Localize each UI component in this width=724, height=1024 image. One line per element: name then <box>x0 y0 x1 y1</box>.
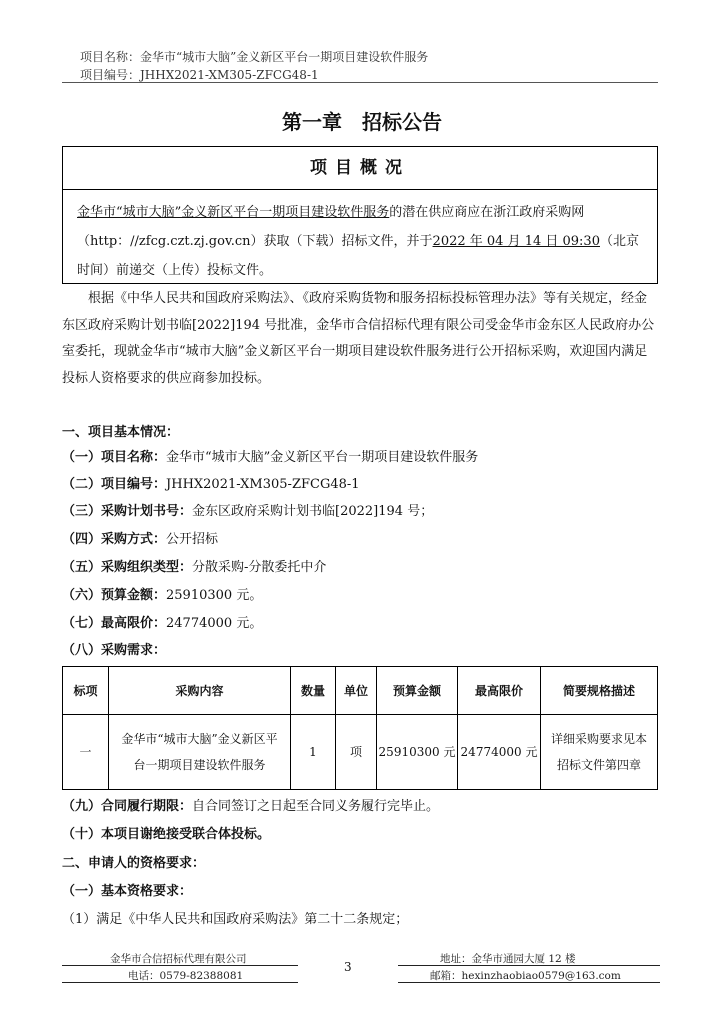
td-max-price: 24774000 元 <box>458 715 541 790</box>
overview-text-4: （北京时间）前递交（上传）投标文件。 <box>77 234 639 278</box>
footer-rule-left-2 <box>62 982 298 983</box>
item-project-name: （一）项目名称：金华市“城市大脑”金义新区平台一期项目建设软件服务 <box>62 450 479 465</box>
td-content: 金华市“城市大脑”金义新区平 台一期项目建设软件服务 <box>109 715 291 790</box>
item-requirements: （八）采购需求： <box>62 643 167 658</box>
th-lot: 标项 <box>63 667 109 715</box>
overview-text <box>63 190 657 285</box>
overview-title: 项目概况 <box>63 147 657 190</box>
overview-text-2: 的潜在供应商应在浙江政府采购网（http：//zfcg.czt.zj.gov.cn）获取（下载）招标文件，并于 <box>77 205 585 249</box>
footer-address: 地址：金华市通园大厦 12 楼 <box>440 953 576 965</box>
table-row <box>63 715 658 790</box>
item-contract-period: （九）合同履行期限：自合同签订之日起至合同义务履行完毕止。 <box>62 799 440 814</box>
chapter-title: 第一章 招标公告 <box>282 110 442 134</box>
item-method: （四）采购方式：公开招标 <box>62 532 219 547</box>
overview-box <box>62 146 658 284</box>
td-qty: 1 <box>291 715 336 790</box>
item-budget: （六）预算金额：25910300 元。 <box>62 588 263 603</box>
footer-rule-left <box>62 965 298 966</box>
th-content: 采购内容 <box>109 667 291 715</box>
th-desc: 简要规格描述 <box>541 667 658 715</box>
section2-title: 二、申请人的资格要求： <box>62 856 206 871</box>
header-rule <box>62 82 658 83</box>
item-no-consortium: （十）本项目谢绝接受联合体投标。 <box>62 827 271 842</box>
item-org-type: （五）采购组织类型：分散采购-分散委托中介 <box>62 560 327 575</box>
intro-paragraph: 根据《中华人民共和国政府采购法》、《政府采购货物和服务招标投标管理办法》等有关规定，经金东区政府采购计划书临[2022]194 号批准，金华市合信招标代理有限公司受金华市金东区人民政府办公室委托，现就金华市“城市大脑”金义新区平台一期项目建设软件服务进行公开招标采购，欢迎国内满足投标人资格要求的供应商参加投标。 <box>62 291 655 386</box>
item-max-price: （七）最高限价：24774000 元。 <box>62 616 263 631</box>
requirements-table <box>62 666 658 790</box>
th-budget: 预算金额 <box>377 667 458 715</box>
td-desc: 详细采购要求见本 招标文件第四章 <box>541 715 658 790</box>
table-header-row <box>63 667 658 715</box>
header-project-name: 项目名称：金华市“城市大脑”金义新区平台一期项目建设软件服务 <box>80 50 429 64</box>
footer-company: 金华市合信招标代理有限公司 <box>110 953 247 965</box>
th-unit: 单位 <box>336 667 377 715</box>
td-budget: 25910300 元 <box>377 715 458 790</box>
footer-phone: 电话：0579-82388081 <box>128 970 244 982</box>
overview-deadline: 2022 年 04 月 14 日 09:30 <box>432 234 600 249</box>
footer-rule-right-2 <box>398 982 660 983</box>
section1-title: 一、项目基本情况： <box>62 425 180 440</box>
header-project-no: 项目编号：JHHX2021-XM305-ZFCG48-1 <box>80 68 319 82</box>
sub1-title: （一）基本资格要求： <box>62 884 193 899</box>
td-lot: 一 <box>63 715 109 790</box>
item-plan-no: （三）采购计划书号：金东区政府采购计划书临[2022]194 号； <box>62 504 434 519</box>
sub1-item1: （1）满足《中华人民共和国政府采购法》第二十二条规定； <box>62 912 409 927</box>
footer-rule-right <box>398 965 660 966</box>
item-project-no: （二）项目编号：JHHX2021-XM305-ZFCG48-1 <box>62 477 360 492</box>
td-unit: 项 <box>336 715 377 790</box>
th-max-price: 最高限价 <box>458 667 541 715</box>
footer-email: 邮箱：hexinzhaobiao0579@163.com <box>430 970 621 982</box>
overview-project-link: 金华市“城市大脑”金义新区平台一期项目建设软件服务 <box>77 205 390 220</box>
page-number: 3 <box>344 960 352 974</box>
th-qty: 数量 <box>291 667 336 715</box>
